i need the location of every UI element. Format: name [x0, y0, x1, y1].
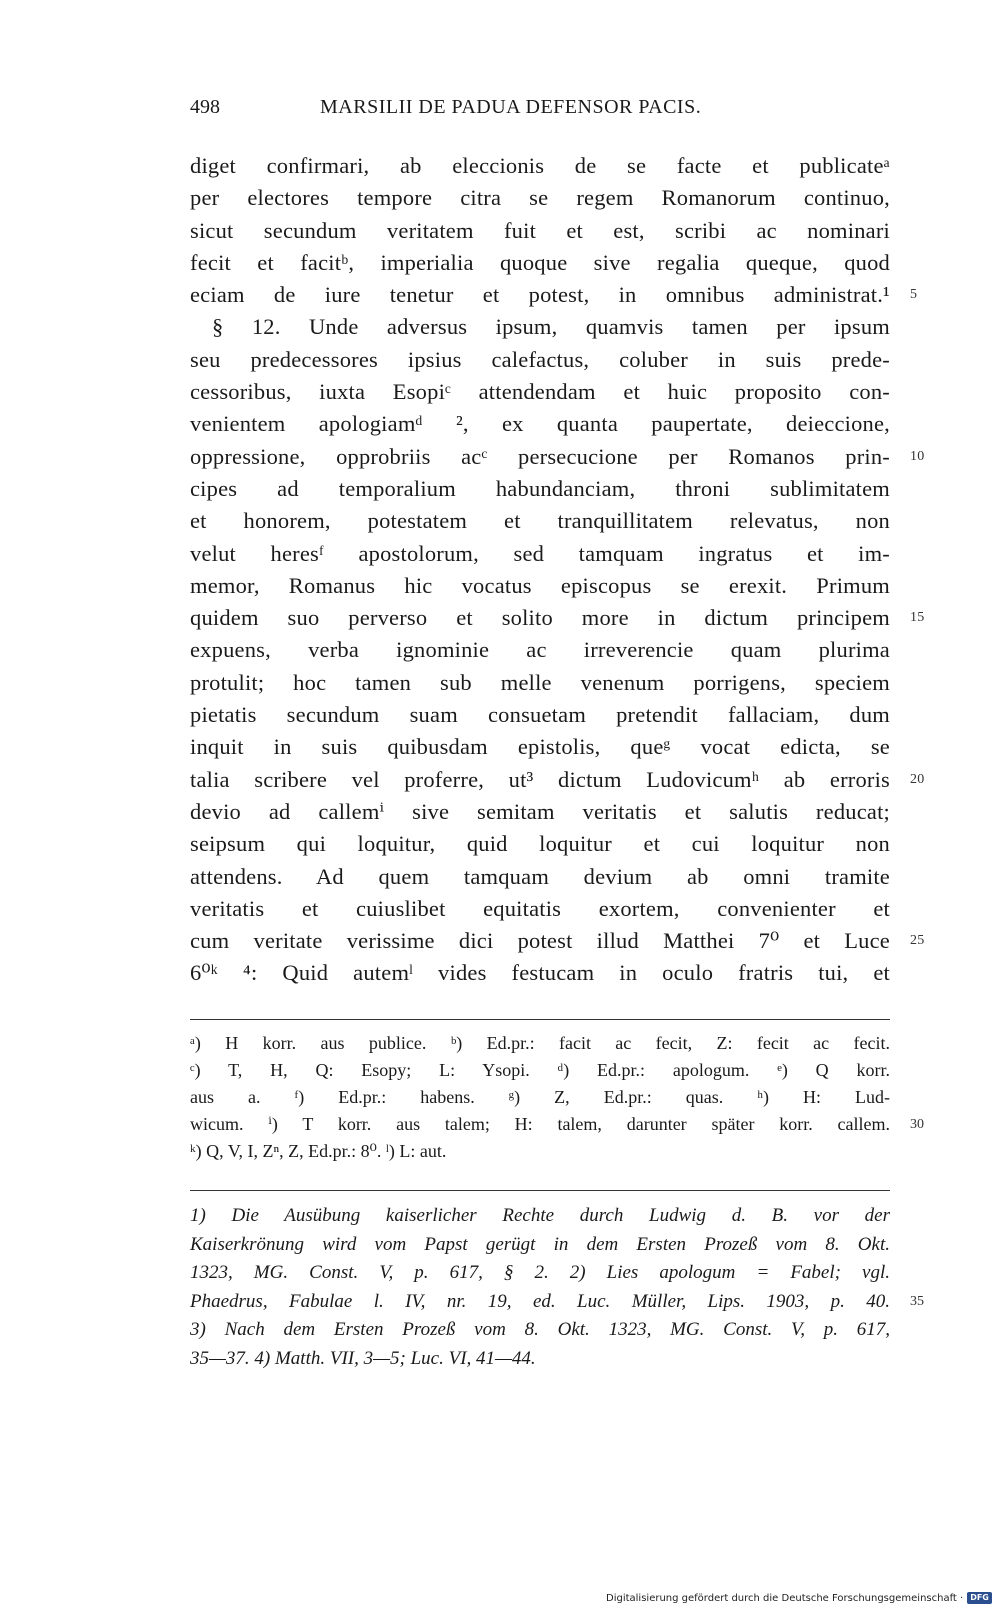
note-line-text: Kaiserkrönung wird vom Papst gerügt in dem Ersten Prozeß vom 8. Okt.: [190, 1233, 890, 1255]
text-line-text: venientem apologiamᵈ ², ex quanta paupertate, deieccione,: [190, 411, 890, 437]
main-text: [190, 150, 925, 990]
text-line: [190, 473, 890, 505]
text-line: [190, 150, 890, 182]
text-line-text: cum veritate verissime dici potest illud Matthei 7⁰ et Luce: [190, 928, 890, 954]
text-line-text: fecit et facitᵇ, imperialia quoque sive regalia queque, quod: [190, 249, 890, 275]
text-line-text: protulit; hoc tamen sub melle venenum porrigens, speciem: [190, 669, 890, 695]
line-number: 20: [910, 771, 925, 787]
text-line: [190, 279, 918, 311]
apparatus-line: [190, 1084, 890, 1111]
text-line-text: et honorem, potestatem et tranquillitatem relevatus, non: [190, 508, 890, 534]
text-line-text: diget confirmari, ab eleccionis de se facte et publicateᵃ: [190, 153, 890, 178]
text-line: [190, 182, 890, 214]
text-line-text: seu predecessores ipsius calefactus, coluber in suis prede-: [190, 346, 890, 372]
note-line-text: 3) Nach dem Ersten Prozeß vom 8. Okt. 1323, MG. Const. V, p. 617,: [190, 1319, 890, 1340]
text-line: [190, 893, 890, 925]
dfg-logo: DFG: [967, 1592, 992, 1604]
note-line: [190, 1259, 890, 1288]
text-line-text: pietatis secundum suam consuetam pretendit fallaciam, dum: [190, 702, 890, 728]
apparatus-line-text: ᵏ) Q, V, I, Zⁿ, Z, Ed.pr.: 8⁰. ˡ) L: aut.: [190, 1141, 447, 1161]
note-line: [190, 1345, 890, 1374]
text-line: [190, 570, 890, 602]
text-line-text: cipes ad temporalium habundanciam, throni sublimitatem: [190, 475, 890, 501]
note-line: [190, 1288, 924, 1317]
apparatus-line-text: aus a. ᶠ) Ed.pr.: habens. ᵍ) Z, Ed.pr.: quas. ʰ) H: Lud-: [190, 1087, 890, 1107]
note-line: [190, 1316, 890, 1345]
text-line: [190, 634, 890, 666]
apparatus-divider: [190, 1019, 890, 1020]
text-line-text: cessoribus, iuxta Esopiᶜ attendendam et huic proposito con-: [190, 379, 890, 405]
text-line: [190, 796, 890, 828]
running-title: MARSILII DE PADUA DEFENSOR PACIS.: [320, 96, 702, 118]
text-line: [190, 828, 890, 860]
text-line: [190, 861, 890, 893]
text-line: [190, 699, 890, 731]
apparatus-line: [190, 1030, 890, 1057]
text-line: [190, 667, 890, 699]
text-line-text: per electores tempore citra se regem Romanorum continuo,: [190, 185, 890, 211]
text-line-text: talia scribere vel proferre, ut³ dictum Ludovicumʰ ab erroris: [190, 766, 890, 792]
note-line: [190, 1231, 890, 1260]
text-line-text: eciam de iure tenetur et potest, in omnibus administrat.¹: [190, 282, 890, 308]
text-line-text: velut heresᶠ apostolorum, sed tamquam ingratus et im-: [190, 540, 890, 566]
line-number: 25: [910, 933, 925, 949]
critical-apparatus: [190, 1030, 924, 1165]
page-number: 498: [190, 96, 220, 118]
text-line-text: sicut secundum veritatem fuit et est, scribi ac nominari: [190, 217, 890, 243]
text-line: [190, 408, 890, 440]
text-line: [190, 957, 890, 989]
line-number: 10: [910, 448, 925, 464]
text-line: [190, 538, 890, 570]
line-number: 5: [910, 287, 918, 303]
running-header: [190, 96, 890, 126]
apparatus-line-text: ᵃ) H korr. aus publice. ᵇ) Ed.pr.: facit ac fecit, Z: fecit ac fecit.: [190, 1033, 890, 1053]
text-line-text: quidem suo perverso et solito more in dictum principem: [190, 605, 890, 631]
apparatus-line-text: ᶜ) T, H, Q: Esopy; L: Ysopi. ᵈ) Ed.pr.: apologum. ᵉ) Q korr.: [190, 1060, 890, 1080]
text-line-text: attendens. Ad quem tamquam devium ab omni tramite: [190, 863, 890, 889]
text-line-text: seipsum qui loquitur, quid loquitur et cui loquitur non: [190, 831, 890, 857]
apparatus-line-text: wicum. ⁱ) T korr. aus talem; H: talem, darunter später korr. callem.: [190, 1114, 890, 1134]
note-line: [190, 1202, 890, 1231]
text-line-text: veritatis et cuiuslibet equitatis exortem, convenienter et: [190, 895, 890, 921]
text-line-text: devio ad callemⁱ sive semitam veritatis et salutis reducat;: [190, 798, 890, 824]
credit-text: Digitalisierung gefördert durch die Deutsche Forschungsgemeinschaft ·: [606, 1592, 964, 1604]
text-line: [190, 505, 890, 537]
footnotes: [190, 1202, 924, 1373]
text-line-text: oppressione, opprobriis acᶜ persecucione per Romanos prin-: [190, 443, 890, 469]
text-line-text: § 12. Unde adversus ipsum, quamvis tamen per ipsum: [212, 314, 890, 340]
notes-divider: [190, 1190, 890, 1191]
line-number: 15: [910, 610, 925, 626]
note-line-text: Phaedrus, Fabulae l. IV, nr. 19, ed. Luc. Müller, Lips. 1903, p. 40.: [190, 1290, 890, 1312]
note-line-text: 1) Die Ausübung kaiserlicher Rechte durch Ludwig d. B. vor der: [190, 1205, 890, 1226]
digitization-credit: [606, 1592, 992, 1604]
note-line-text: 1323, MG. Const. V, p. 617, § 2. 2) Lies apologum = Fabel; vgl.: [190, 1262, 890, 1283]
text-line-text: memor, Romanus hic vocatus episcopus se erexit. Primum: [190, 572, 890, 598]
text-line: [190, 925, 925, 957]
text-line: [190, 764, 925, 796]
line-number: 30: [910, 1117, 924, 1132]
apparatus-line: [190, 1111, 924, 1138]
apparatus-line: [190, 1057, 890, 1084]
text-line: [190, 215, 890, 247]
text-line-text: 6⁰ᵏ ⁴: Quid autemˡ vides festucam in oculo fratris tui, et: [190, 960, 890, 986]
text-line: [190, 441, 925, 473]
text-line: [190, 376, 890, 408]
text-line-text: inquit in suis quibusdam epistolis, queᵍ vocat edicta, se: [190, 734, 890, 760]
text-line: [190, 731, 890, 763]
apparatus-line: [190, 1138, 890, 1165]
note-line-text: 35—37. 4) Matth. VII, 3—5; Luc. VI, 41—44.: [190, 1347, 536, 1369]
text-line: [190, 247, 890, 279]
text-line: [190, 344, 890, 376]
line-number: 35: [910, 1293, 924, 1309]
text-line-text: expuens, verba ignominie ac irreverencie quam plurima: [190, 637, 890, 663]
text-line: [190, 602, 925, 634]
text-line: [190, 311, 890, 343]
